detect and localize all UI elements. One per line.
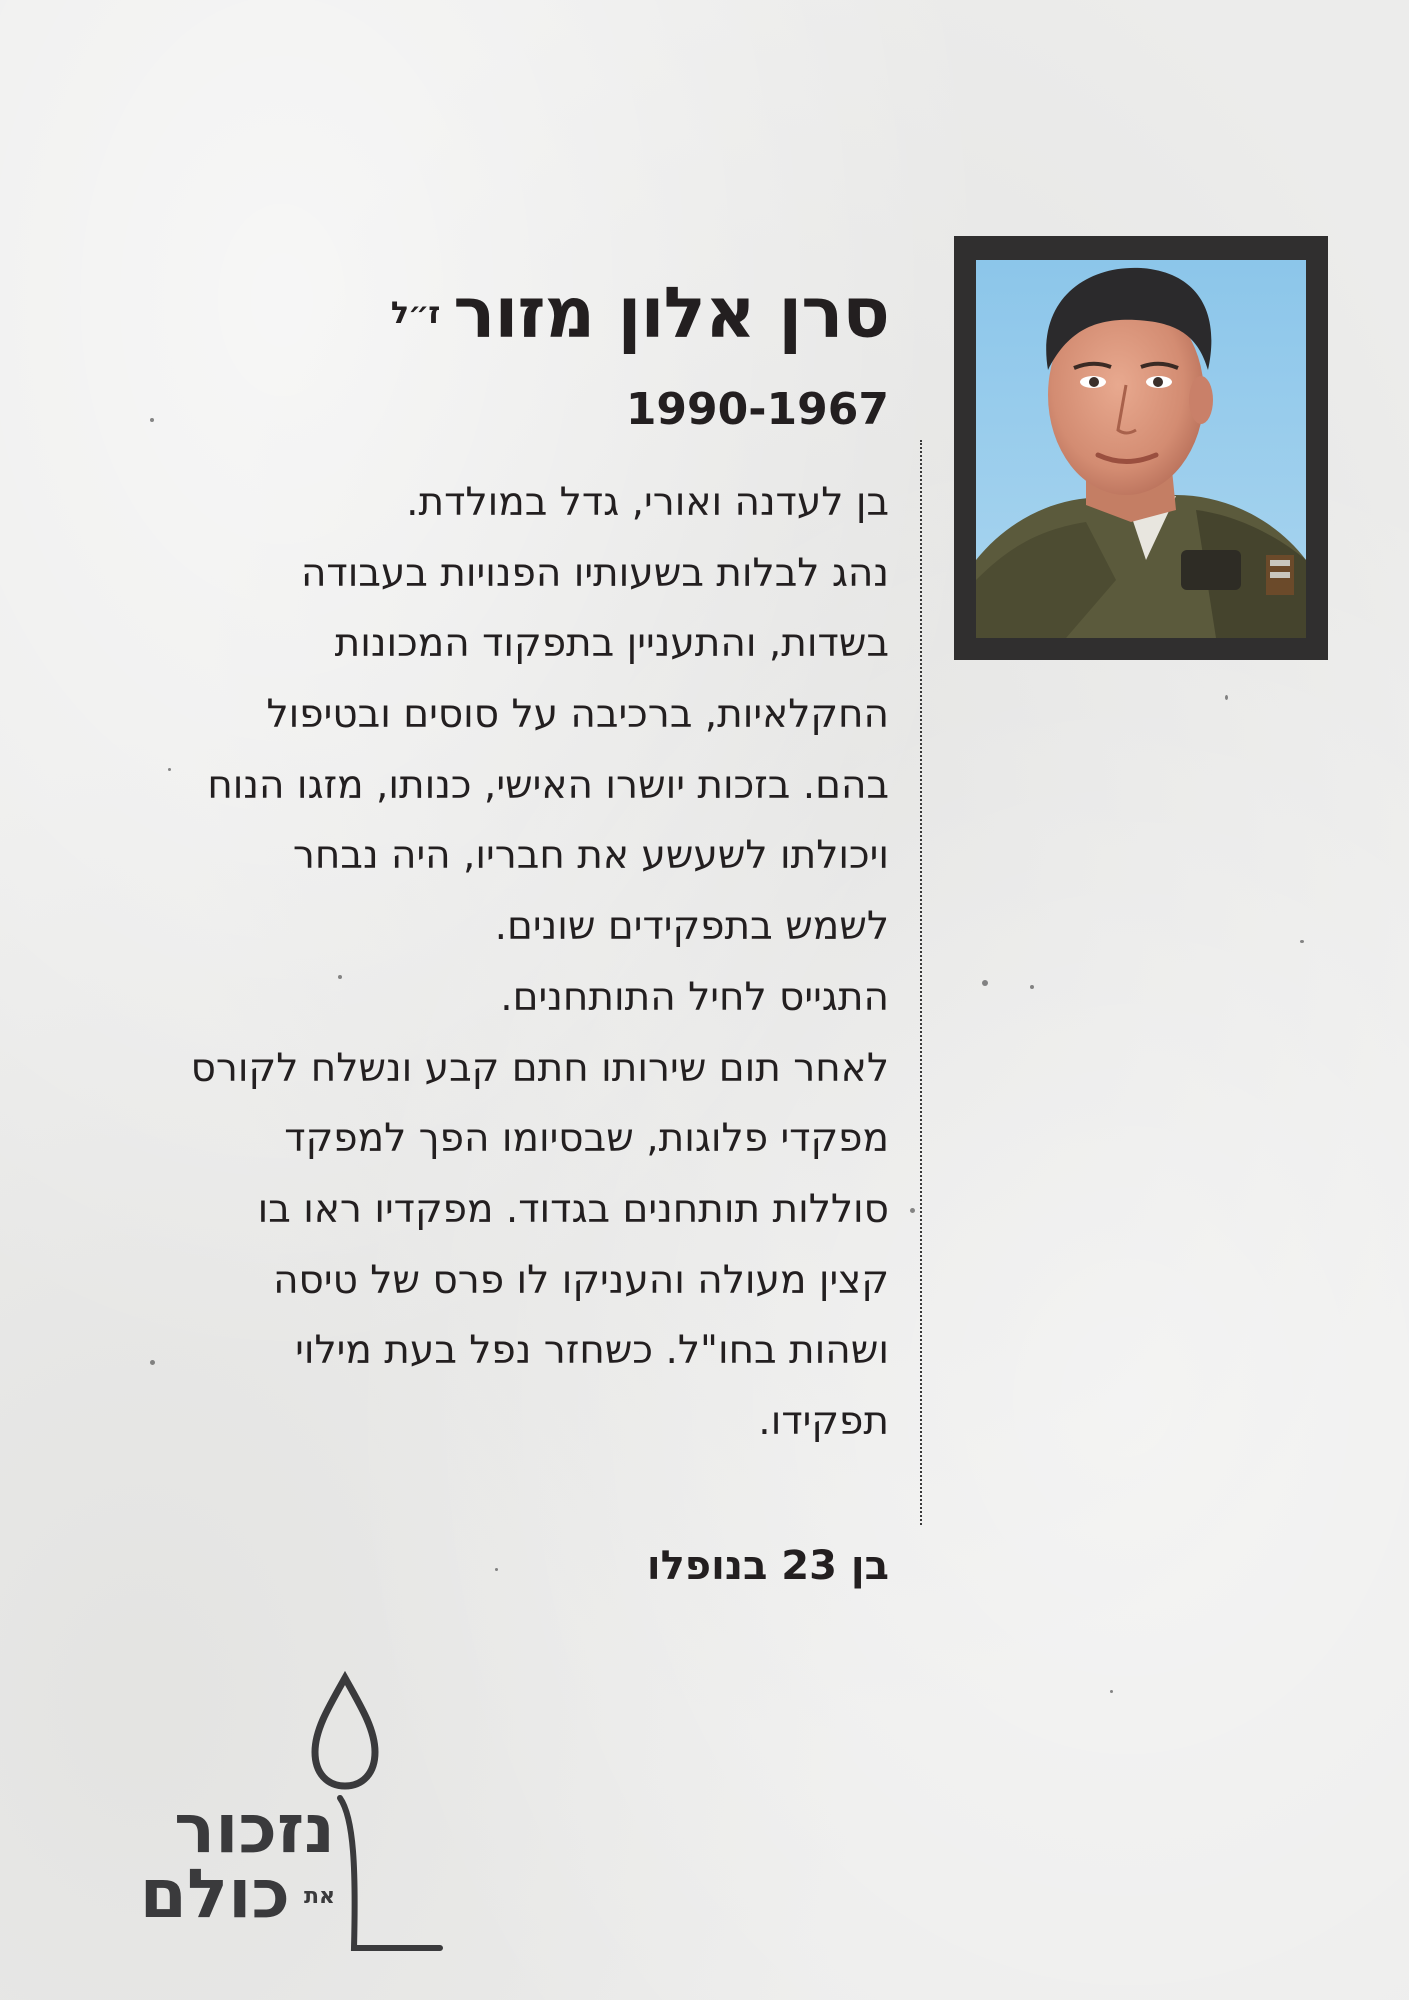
portrait-frame [954,236,1328,660]
memorial-suffix: ז״ל [390,296,440,331]
soldier-name [391,268,889,359]
bio-line: לשמש בתפקידים שונים. [494,904,889,950]
paper-speck [150,418,154,422]
soldier-portrait [976,260,1306,638]
paper-speck [1300,940,1304,943]
bio-line: ושהות בחו"ל. כשחזר נפל בעת מילוי [295,1328,889,1374]
logo-line-2: כולם [139,1855,290,1934]
bio-line: לאחר תום שירותו חתם קבע ונשלח לקורס [190,1045,889,1091]
name-text: סרן אלון מזור [453,272,889,354]
paper-speck [982,980,988,986]
paper-speck [1110,1690,1113,1693]
paper-speck [495,1568,498,1571]
bio-line: התגייס לחיל התותחנים. [500,974,889,1020]
bio-line: ויכולתו לשעשע את חבריו, היה נבחר [292,833,889,879]
logo-line-1: נזכור [174,1790,335,1869]
paper-speck [1225,695,1228,700]
bio-line: סוללות תותחנים בגדוד. מפקדיו ראו בו [257,1186,889,1232]
dotted-divider [920,440,922,1525]
bio-line: בהם. בזכות יושרו האישי, כנותו, מזגו הנוח [207,762,889,808]
paper-speck [910,1208,915,1213]
paper-speck [1030,985,1034,989]
logo-small-word: את [303,1884,335,1909]
bio-line: קצין מעולה והעניקו לו פרס של טיסה [273,1257,889,1303]
age-at-death: בן 23 בנופלו [646,1543,889,1589]
bio-line: מפקדי פלוגות, שבסיומו הפך למפקד [284,1116,889,1162]
biography [169,468,889,1458]
bio-line: תפקידו. [758,1398,889,1444]
paper-speck [150,1360,155,1365]
bio-line: בן לעדנה ואורי, גדל במולדת. [406,480,889,525]
bio-line: בשדות, והתעניין בתפקוד המכונות [334,621,889,667]
nizkor-et-kulam-logo [110,1670,450,1970]
bio-line: נהג לבלות בשעותיו הפנויות בעבודה [300,550,889,596]
bio-line: החקלאיות, ברכיבה על סוסים ובטיפול [266,692,889,738]
life-years: 1990-1967 [625,384,889,435]
